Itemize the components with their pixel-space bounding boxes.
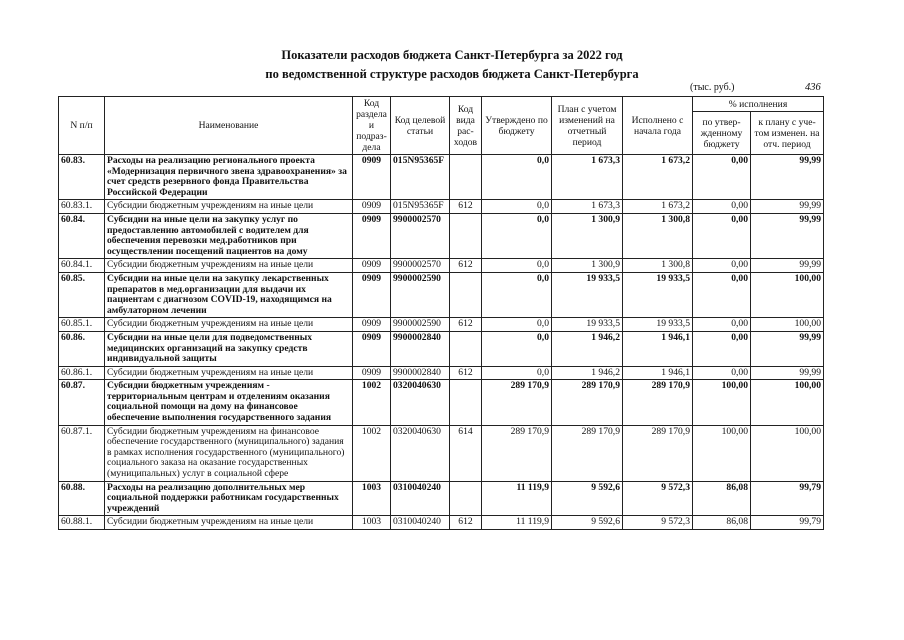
cell-approved: 0,0 xyxy=(482,259,552,273)
cell-pct-plan: 99,99 xyxy=(751,259,824,273)
cell-name: Субсидии бюджетным учреждениям на иные цели xyxy=(105,366,353,380)
table-row xyxy=(59,200,824,214)
cell-pct-plan: 99,79 xyxy=(751,481,824,516)
cell-approved: 289 170,9 xyxy=(482,380,552,425)
cell-pct-plan: 100,00 xyxy=(751,272,824,317)
cell-name: Субсидии на иные цели на закупку услуг по предоставлению автомобилей с водителем для обеспечения перевозки мед.работников при осуществлении посещений пациентов на дому xyxy=(105,213,353,258)
cell-plan: 1 673,3 xyxy=(552,200,623,214)
cell-target-code: 9900002570 xyxy=(391,213,450,258)
cell-executed: 19 933,5 xyxy=(623,272,693,317)
table-header xyxy=(59,97,824,155)
table-row xyxy=(59,366,824,380)
cell-executed: 1 673,2 xyxy=(623,200,693,214)
cell-target-code: 0320040630 xyxy=(391,380,450,425)
cell-target-code: 9900002840 xyxy=(391,331,450,366)
table-row xyxy=(59,318,824,332)
cell-name: Субсидии бюджетным учреждениям на финансовое обеспечение государственного (муниципального) задания в рамках исполнения государственного (муниципального) социального заказа на оказание государственных (муниципальных) услуг в социальной сфере xyxy=(105,425,353,481)
cell-num: 60.86. xyxy=(59,331,105,366)
table-row xyxy=(59,213,824,258)
cell-approved: 0,0 xyxy=(482,331,552,366)
cell-plan: 1 946,2 xyxy=(552,331,623,366)
cell-pct-plan: 100,00 xyxy=(751,318,824,332)
cell-name: Субсидии бюджетным учреждениям на иные цели xyxy=(105,259,353,273)
cell-section-code: 1002 xyxy=(353,425,391,481)
cell-plan: 19 933,5 xyxy=(552,272,623,317)
cell-executed: 289 170,9 xyxy=(623,425,693,481)
cell-num: 60.85.1. xyxy=(59,318,105,332)
cell-pct-approved: 0,00 xyxy=(693,155,751,200)
page-number: 436 xyxy=(805,82,821,93)
table-row xyxy=(59,425,824,481)
cell-num: 60.86.1. xyxy=(59,366,105,380)
cell-num: 60.88.1. xyxy=(59,516,105,530)
cell-num: 60.88. xyxy=(59,481,105,516)
cell-kind-code: 614 xyxy=(450,425,482,481)
cell-section-code: 1002 xyxy=(353,380,391,425)
table-row xyxy=(59,481,824,516)
cell-approved: 0,0 xyxy=(482,272,552,317)
table-row xyxy=(59,155,824,200)
cell-approved: 11 119,9 xyxy=(482,481,552,516)
cell-kind-code: 612 xyxy=(450,318,482,332)
cell-name: Субсидии на иные цели для подведомственных медицинских организаций на закупку средств индивидуальной защиты xyxy=(105,331,353,366)
cell-target-code: 9900002590 xyxy=(391,272,450,317)
cell-approved: 0,0 xyxy=(482,200,552,214)
cell-pct-plan: 99,99 xyxy=(751,200,824,214)
cell-pct-approved: 100,00 xyxy=(693,380,751,425)
title-line-1: Показатели расходов бюджета Санкт-Петербурга за 2022 год xyxy=(281,48,623,62)
cell-section-code: 0909 xyxy=(353,200,391,214)
cell-target-code: 0320040630 xyxy=(391,425,450,481)
cell-pct-approved: 0,00 xyxy=(693,200,751,214)
cell-num: 60.83.1. xyxy=(59,200,105,214)
cell-plan: 1 300,9 xyxy=(552,213,623,258)
units-label: (тыс. руб.) xyxy=(690,82,735,93)
cell-plan: 19 933,5 xyxy=(552,318,623,332)
cell-name: Субсидии на иные цели на закупку лекарственных препаратов в мед.организации для выдачи их пациентам с диагнозом COVID-19, находящимся на амбулаторном лечении xyxy=(105,272,353,317)
cell-plan: 289 170,9 xyxy=(552,380,623,425)
cell-name: Расходы на реализацию регионального проекта «Модернизация первичного звена здравоохранения» за счет средств резервного фонда Правительства Российской Федерации xyxy=(105,155,353,200)
cell-kind-code xyxy=(450,380,482,425)
cell-approved: 289 170,9 xyxy=(482,425,552,481)
cell-num: 60.84. xyxy=(59,213,105,258)
cell-pct-approved: 100,00 xyxy=(693,425,751,481)
cell-section-code: 0909 xyxy=(353,272,391,317)
table-row xyxy=(59,272,824,317)
cell-num: 60.87. xyxy=(59,380,105,425)
cell-kind-code: 612 xyxy=(450,200,482,214)
header-plan: План с учетом изменений на отчетный период xyxy=(552,97,623,155)
cell-name: Субсидии бюджетным учреждениям - территориальным центрам и отделениям оказания социальной помощи на дому на финансовое обеспечение выполнения государственного задания xyxy=(105,380,353,425)
header-num: N п/п xyxy=(59,97,105,155)
cell-name: Расходы на реализацию дополнительных мер социальной поддержки работникам государственных учреждений xyxy=(105,481,353,516)
cell-pct-approved: 0,00 xyxy=(693,318,751,332)
cell-target-code: 0310040240 xyxy=(391,481,450,516)
cell-pct-plan: 100,00 xyxy=(751,425,824,481)
cell-plan: 1 673,3 xyxy=(552,155,623,200)
cell-executed: 9 572,3 xyxy=(623,516,693,530)
cell-executed: 9 572,3 xyxy=(623,481,693,516)
cell-kind-code xyxy=(450,213,482,258)
cell-pct-plan: 99,99 xyxy=(751,213,824,258)
cell-kind-code xyxy=(450,481,482,516)
cell-num: 60.84.1. xyxy=(59,259,105,273)
cell-approved: 0,0 xyxy=(482,213,552,258)
cell-plan: 9 592,6 xyxy=(552,516,623,530)
cell-kind-code xyxy=(450,331,482,366)
cell-section-code: 0909 xyxy=(353,213,391,258)
cell-pct-approved: 86,08 xyxy=(693,516,751,530)
cell-pct-plan: 99,79 xyxy=(751,516,824,530)
cell-num: 60.85. xyxy=(59,272,105,317)
table-row xyxy=(59,259,824,273)
cell-executed: 1 946,1 xyxy=(623,366,693,380)
cell-kind-code xyxy=(450,272,482,317)
header-name: Наименование xyxy=(105,97,353,155)
cell-section-code: 1003 xyxy=(353,516,391,530)
cell-target-code: 015N95365F xyxy=(391,155,450,200)
cell-kind-code xyxy=(450,155,482,200)
cell-plan: 289 170,9 xyxy=(552,425,623,481)
table-row xyxy=(59,380,824,425)
cell-section-code: 1003 xyxy=(353,481,391,516)
cell-target-code: 9900002590 xyxy=(391,318,450,332)
cell-pct-approved: 0,00 xyxy=(693,259,751,273)
cell-approved: 0,0 xyxy=(482,318,552,332)
cell-kind-code: 612 xyxy=(450,516,482,530)
cell-section-code: 0909 xyxy=(353,155,391,200)
cell-kind-code: 612 xyxy=(450,259,482,273)
cell-pct-approved: 0,00 xyxy=(693,366,751,380)
cell-name: Субсидии бюджетным учреждениям на иные цели xyxy=(105,200,353,214)
cell-section-code: 0909 xyxy=(353,259,391,273)
cell-executed: 1 300,8 xyxy=(623,259,693,273)
cell-section-code: 0909 xyxy=(353,366,391,380)
header-section: Код раздела и подраз-дела xyxy=(353,97,391,155)
cell-kind-code: 612 xyxy=(450,366,482,380)
cell-pct-plan: 99,99 xyxy=(751,155,824,200)
cell-pct-approved: 0,00 xyxy=(693,213,751,258)
document-title xyxy=(0,46,904,84)
cell-executed: 289 170,9 xyxy=(623,380,693,425)
header-pct-group: % исполнения xyxy=(693,97,824,112)
cell-approved: 0,0 xyxy=(482,155,552,200)
header-kind: Код вида рас-ходов xyxy=(450,97,482,155)
cell-pct-approved: 86,08 xyxy=(693,481,751,516)
cell-executed: 1 946,1 xyxy=(623,331,693,366)
cell-executed: 1 300,8 xyxy=(623,213,693,258)
cell-num: 60.87.1. xyxy=(59,425,105,481)
cell-approved: 0,0 xyxy=(482,366,552,380)
table-body xyxy=(59,155,824,530)
cell-plan: 1 946,2 xyxy=(552,366,623,380)
cell-pct-approved: 0,00 xyxy=(693,331,751,366)
cell-section-code: 0909 xyxy=(353,318,391,332)
header-approved: Утверждено по бюджету xyxy=(482,97,552,155)
cell-target-code: 0310040240 xyxy=(391,516,450,530)
cell-pct-plan: 100,00 xyxy=(751,380,824,425)
cell-plan: 9 592,6 xyxy=(552,481,623,516)
cell-section-code: 0909 xyxy=(353,331,391,366)
title-line-2: по ведомственной структуре расходов бюджета Санкт-Петербурга xyxy=(265,67,639,81)
cell-approved: 11 119,9 xyxy=(482,516,552,530)
cell-pct-approved: 0,00 xyxy=(693,272,751,317)
cell-plan: 1 300,9 xyxy=(552,259,623,273)
cell-pct-plan: 99,99 xyxy=(751,331,824,366)
cell-name: Субсидии бюджетным учреждениям на иные цели xyxy=(105,318,353,332)
cell-name: Субсидии бюджетным учреждениям на иные цели xyxy=(105,516,353,530)
cell-target-code: 015N95365F xyxy=(391,200,450,214)
table-row xyxy=(59,331,824,366)
cell-pct-plan: 99,99 xyxy=(751,366,824,380)
cell-executed: 1 673,2 xyxy=(623,155,693,200)
cell-num: 60.83. xyxy=(59,155,105,200)
cell-target-code: 9900002840 xyxy=(391,366,450,380)
header-pct-plan: к плану с уче-том изменен. на отч. период xyxy=(751,112,824,155)
table-row xyxy=(59,516,824,530)
budget-table xyxy=(58,96,824,530)
header-target: Код целевой статьи xyxy=(391,97,450,155)
header-pct-approved: по утвер-жденному бюджету xyxy=(693,112,751,155)
header-executed: Исполнено с начала года xyxy=(623,97,693,155)
cell-target-code: 9900002570 xyxy=(391,259,450,273)
cell-executed: 19 933,5 xyxy=(623,318,693,332)
